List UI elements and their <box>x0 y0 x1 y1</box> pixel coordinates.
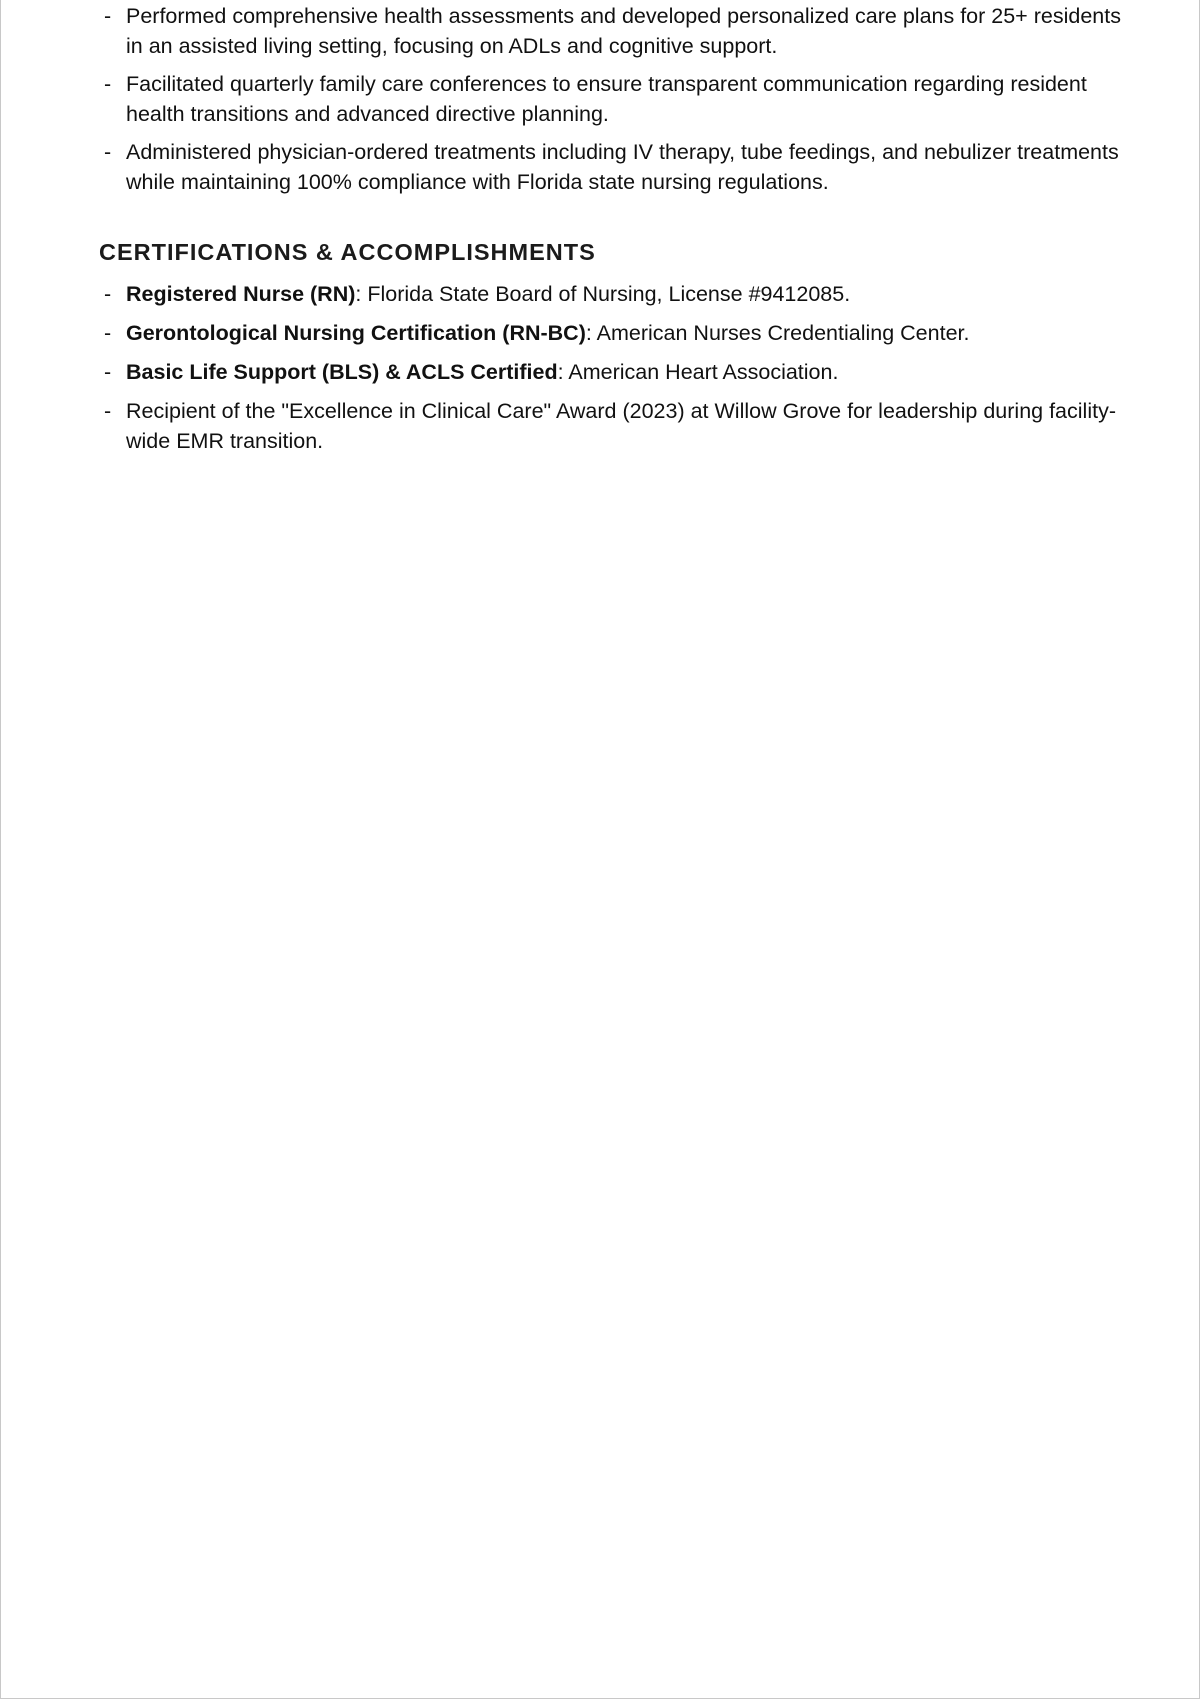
bullet-dash: - <box>104 72 112 96</box>
experience-bullet-text: Performed comprehensive health assessments and developed personalized care plans for 25+ residents in an assisted living setting, focusing on ADLs and cognitive support. <box>126 4 1121 58</box>
bullet-dash: - <box>104 321 112 345</box>
certification-detail: : American Heart Association. <box>557 360 839 384</box>
certification-name: Gerontological Nursing Certification (RN-BC) <box>126 321 586 345</box>
certification-detail: : American Nurses Credentialing Center. <box>585 321 970 345</box>
bullet-dash: - <box>104 282 112 306</box>
bullet-dash: - <box>104 140 112 164</box>
experience-bullet-text: Administered physician-ordered treatments including IV therapy, tube feedings, and nebulizer treatments while maintaining 100% compliance with Florida state nursing regulations. <box>126 140 1119 194</box>
certifications-list <box>99 279 1129 456</box>
certification-item <box>99 357 1129 387</box>
certification-detail: : Florida State Board of Nursing, License #9412085. <box>355 282 851 306</box>
experience-bullet <box>99 69 1129 129</box>
certification-item <box>99 279 1129 309</box>
certification-item <box>99 318 1129 348</box>
bullet-dash: - <box>104 4 112 28</box>
experience-bullet <box>99 137 1129 197</box>
bullet-dash: - <box>104 399 112 423</box>
certification-name: Basic Life Support (BLS) & ACLS Certified <box>126 360 558 384</box>
bullet-dash: - <box>104 360 112 384</box>
experience-bullet-text: Facilitated quarterly family care conferences to ensure transparent communication regarding resident health transitions and advanced directive planning. <box>126 72 1087 126</box>
accomplishment-item <box>99 396 1129 456</box>
resume-content <box>99 0 1129 465</box>
certification-name: Registered Nurse (RN) <box>126 282 356 306</box>
certifications-heading: CERTIFICATIONS & ACCOMPLISHMENTS <box>99 239 596 265</box>
experience-bullet-list <box>99 1 1129 197</box>
experience-bullet <box>99 1 1129 61</box>
accomplishment-text: Recipient of the "Excellence in Clinical Care" Award (2023) at Willow Grove for leadership during facility-wide EMR transition. <box>126 399 1116 453</box>
